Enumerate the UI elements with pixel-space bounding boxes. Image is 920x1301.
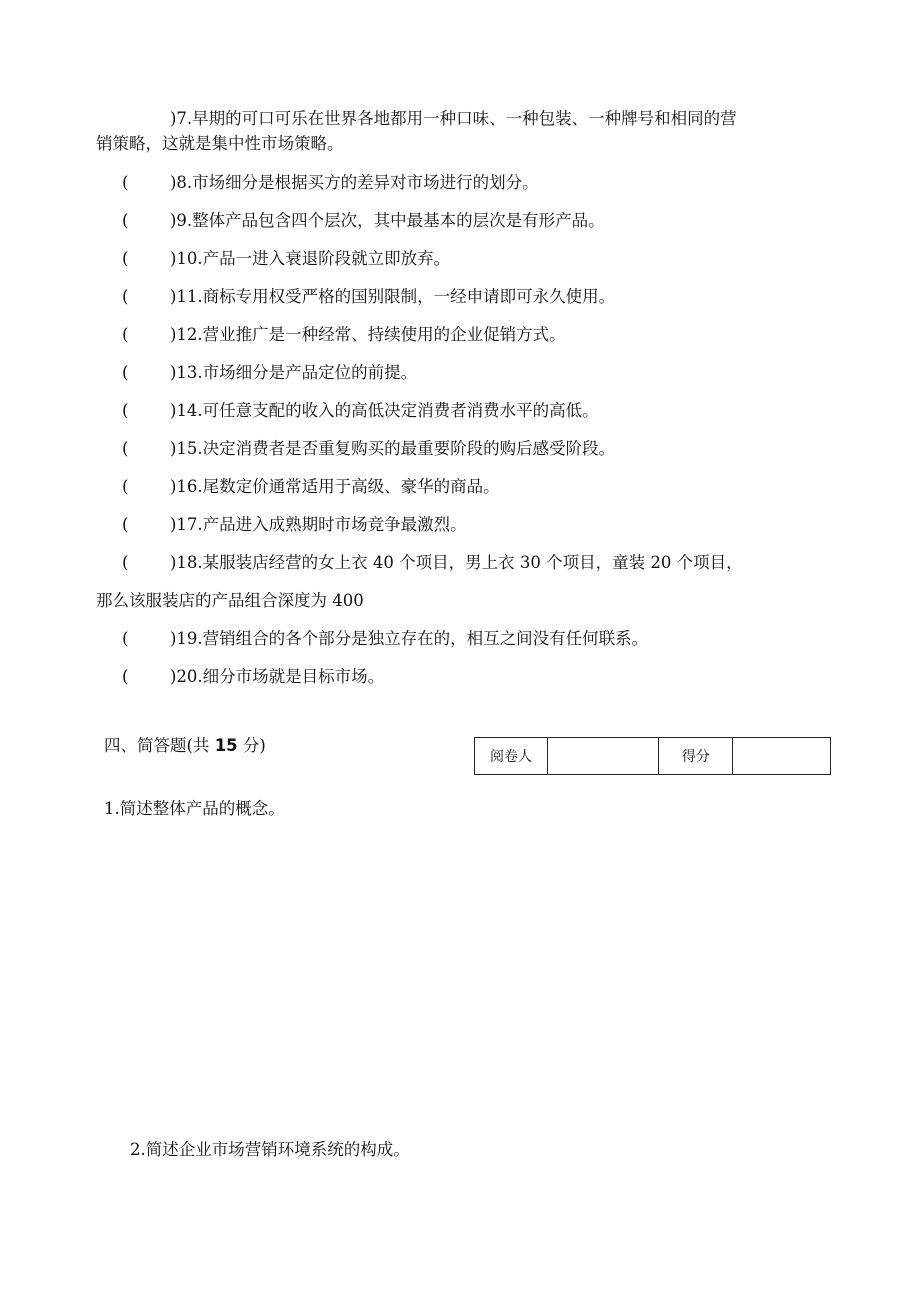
answer-blank[interactable]: ( [122, 211, 129, 230]
reviewer-label: 阅卷人 [475, 738, 548, 775]
question-text: )16.尾数定价通常适用于高级、豪华的商品。 [170, 477, 500, 496]
answer-blank[interactable]: ( [122, 515, 129, 534]
question-text: )13.市场细分是产品定位的前提。 [170, 363, 418, 382]
question-text: )12.营业推广是一种经常、持续使用的企业促销方式。 [170, 325, 566, 344]
question-7-line-1: )7.早期的可口可乐在世界各地都用一种口味、一种包装、一种牌号和相同的营 [170, 109, 737, 128]
reviewer-field[interactable] [548, 738, 659, 775]
answer-blank[interactable]: ( [122, 173, 129, 192]
section-title-prefix: 四、简答题(共 [104, 736, 215, 755]
score-table [474, 737, 831, 775]
question-text: )14.可任意支配的收入的高低决定消费者消费水平的高低。 [170, 401, 599, 420]
question-text: )17.产品进入成熟期时市场竞争最激烈。 [170, 515, 467, 534]
answer-blank[interactable]: ( [122, 553, 129, 572]
answer-blank[interactable]: ( [122, 477, 129, 496]
score-label: 得分 [659, 738, 733, 775]
question-text: )11.商标专用权受严格的国别限制，一经申请即可永久使用。 [170, 287, 616, 306]
answer-blank[interactable]: ( [122, 287, 129, 306]
question-text: )9.整体产品包含四个层次，其中最基本的层次是有形产品。 [170, 211, 605, 230]
answer-blank[interactable]: ( [122, 325, 129, 344]
short-question-2: 2.简述企业市场营销环境系统的构成。 [130, 1140, 410, 1159]
question-7-line-2: 销策略，这就是集中性市场策略。 [96, 134, 344, 153]
answer-blank[interactable]: ( [122, 667, 129, 686]
question-text: )19.营销组合的各个部分是独立存在的，相互之间没有任何联系。 [170, 629, 649, 648]
answer-blank[interactable]: ( [122, 629, 129, 648]
question-text: )15.决定消费者是否重复购买的最重要阶段的购后感受阶段。 [170, 439, 616, 458]
question-18-line-2: 那么该服装店的产品组合深度为 400 [96, 591, 364, 610]
question-text: )20.细分市场就是目标市场。 [170, 667, 385, 686]
score-field[interactable] [733, 738, 831, 775]
answer-blank[interactable]: ( [122, 363, 129, 382]
answer-blank[interactable]: ( [122, 401, 129, 420]
short-question-1: 1.简述整体产品的概念。 [104, 799, 285, 818]
section-heading [104, 735, 266, 757]
question-text: )18.某服装店经营的女上衣 40 个项目，男上衣 30 个项目，童装 20 个项目， [170, 553, 743, 572]
section-title-suffix: 分) [237, 736, 266, 755]
question-text: )8.市场细分是根据买方的差异对市场进行的划分。 [170, 173, 539, 192]
answer-blank[interactable]: ( [122, 439, 129, 458]
question-text: )10.产品一进入衰退阶段就立即放弃。 [170, 249, 451, 268]
answer-blank[interactable]: ( [122, 249, 129, 268]
section-score: 15 [214, 736, 238, 755]
